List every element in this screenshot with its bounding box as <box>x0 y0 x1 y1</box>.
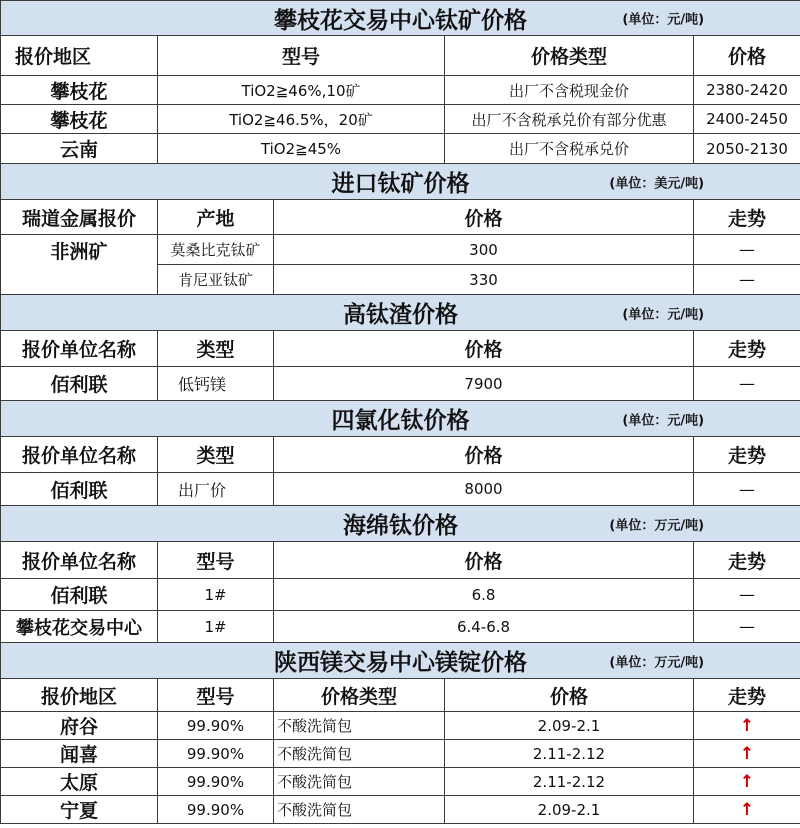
section-high-titanium-slag-title <box>1 295 800 331</box>
col-header-region: 报价地区 <box>1 679 158 712</box>
section-title: 高钛渣价格 <box>343 302 459 328</box>
region-cell: 府谷 <box>1 712 158 740</box>
section-title: 进口钛矿价格 <box>331 171 470 197</box>
col-header-company: 报价单位名称 <box>1 437 158 473</box>
table-row <box>1 611 800 643</box>
trend-cell: — <box>694 265 800 295</box>
section-imported-ilmenite-title <box>1 164 800 200</box>
col-header-quoter: 瑞道金属报价 <box>1 200 158 235</box>
col-header-origin: 产地 <box>158 200 274 235</box>
col-header-price: 价格 <box>274 542 694 579</box>
table-row <box>1 76 800 105</box>
section-title: 陕西镁交易中心镁锭价格 <box>274 650 528 676</box>
company-cell: 攀枝花交易中心 <box>1 611 158 643</box>
price-cell: 2.11-2.12 <box>445 740 694 768</box>
table-row <box>1 579 800 611</box>
trend-cell: — <box>694 367 800 401</box>
price-type-cell: 出厂不含税承兑价有部分优惠 <box>445 105 694 134</box>
unit-label: (单位：元/吨) <box>622 307 705 322</box>
section-title: 四氯化钛价格 <box>331 408 470 434</box>
trend-cell: — <box>694 611 800 643</box>
group-cell: 非洲矿 <box>1 235 158 295</box>
table-row <box>1 105 800 134</box>
type-cell: 低钙镁 <box>158 367 274 401</box>
region-cell: 闻喜 <box>1 740 158 768</box>
col-header-price-type: 价格类型 <box>274 679 445 712</box>
price-cell: 2400-2450 <box>694 105 800 134</box>
origin-cell: 肯尼亚钛矿 <box>158 265 274 295</box>
table-row <box>1 712 800 740</box>
model-cell: TiO2≧46.5%，20矿 <box>158 105 445 134</box>
trend-up-arrow-icon: ↑ <box>694 712 800 740</box>
col-header-type: 类型 <box>158 331 274 367</box>
table-row <box>1 367 800 401</box>
header-row <box>1 542 800 579</box>
company-cell: 佰利联 <box>1 473 158 506</box>
col-header-price: 价格 <box>445 679 694 712</box>
section-panzhihua-ilmenite-title <box>1 1 800 36</box>
price-type-cell: 出厂不含税现金价 <box>445 76 694 105</box>
col-header-trend: 走势 <box>694 200 800 235</box>
price-cell: 2.11-2.12 <box>445 768 694 796</box>
unit-label: (单位：万元/吨) <box>609 518 705 533</box>
table-row <box>1 473 800 506</box>
unit-label: (单位：美元/吨) <box>609 176 705 191</box>
model-cell: 99.90% <box>158 768 274 796</box>
section-title: 攀枝花交易中心钛矿价格 <box>274 7 528 34</box>
header-row <box>1 36 800 76</box>
trend-up-arrow-icon: ↑ <box>694 796 800 824</box>
model-cell: TiO2≧45% <box>158 134 445 164</box>
price-type-cell: 不酸洗简包 <box>274 768 445 796</box>
price-cell: 330 <box>274 265 694 295</box>
col-header-region: 报价地区 <box>1 36 158 76</box>
col-header-trend: 走势 <box>694 437 800 473</box>
col-header-model: 型号 <box>158 679 274 712</box>
region-cell: 攀枝花 <box>1 76 158 105</box>
trend-cell: — <box>694 235 800 265</box>
trend-cell: — <box>694 473 800 506</box>
origin-cell: 莫桑比克钛矿 <box>158 235 274 265</box>
header-row <box>1 200 800 235</box>
price-cell: 300 <box>274 235 694 265</box>
col-header-model: 型号 <box>158 542 274 579</box>
price-cell: 6.4-6.8 <box>274 611 694 643</box>
header-row <box>1 331 800 367</box>
col-header-price: 价格 <box>694 36 800 76</box>
price-type-cell: 出厂不含税承兑价 <box>445 134 694 164</box>
price-cell: 8000 <box>274 473 694 506</box>
table-row <box>1 768 800 796</box>
model-cell: 1# <box>158 611 274 643</box>
trend-cell: — <box>694 579 800 611</box>
unit-label: (单位：元/吨) <box>622 12 705 28</box>
table-row <box>1 740 800 768</box>
col-header-price: 价格 <box>274 437 694 473</box>
price-cell: 2.09-2.1 <box>445 796 694 824</box>
model-cell: 99.90% <box>158 796 274 824</box>
col-header-price: 价格 <box>274 200 694 235</box>
region-cell: 太原 <box>1 768 158 796</box>
price-cell: 2.09-2.1 <box>445 712 694 740</box>
region-cell: 云南 <box>1 134 158 164</box>
col-header-trend: 走势 <box>694 679 800 712</box>
col-header-type: 类型 <box>158 437 274 473</box>
model-cell: TiO2≧46%,10矿 <box>158 76 445 105</box>
section-sponge-titanium-title <box>1 506 800 542</box>
region-cell: 宁夏 <box>1 796 158 824</box>
price-cell: 2050-2130 <box>694 134 800 164</box>
price-type-cell: 不酸洗简包 <box>274 740 445 768</box>
col-header-company: 报价单位名称 <box>1 542 158 579</box>
col-header-trend: 走势 <box>694 542 800 579</box>
price-type-cell: 不酸洗简包 <box>274 712 445 740</box>
price-cell: 6.8 <box>274 579 694 611</box>
section-shaanxi-magnesium-title <box>1 643 800 679</box>
table-row <box>1 235 800 265</box>
section-titanium-tetrachloride-title <box>1 401 800 437</box>
header-row <box>1 679 800 712</box>
table-row <box>1 134 800 164</box>
type-cell: 出厂价 <box>158 473 274 506</box>
unit-label: (单位：元/吨) <box>622 413 705 428</box>
price-cell: 7900 <box>274 367 694 401</box>
trend-up-arrow-icon: ↑ <box>694 768 800 796</box>
section-title: 海绵钛价格 <box>343 513 459 539</box>
company-cell: 佰利联 <box>1 579 158 611</box>
table-row <box>1 796 800 824</box>
price-cell: 2380-2420 <box>694 76 800 105</box>
price-type-cell: 不酸洗简包 <box>274 796 445 824</box>
col-header-price: 价格 <box>274 331 694 367</box>
col-header-trend: 走势 <box>694 331 800 367</box>
model-cell: 99.90% <box>158 712 274 740</box>
company-cell: 佰利联 <box>1 367 158 401</box>
model-cell: 99.90% <box>158 740 274 768</box>
unit-label: (单位：万元/吨) <box>609 655 705 670</box>
header-row <box>1 437 800 473</box>
col-header-company: 报价单位名称 <box>1 331 158 367</box>
model-cell: 1# <box>158 579 274 611</box>
trend-up-arrow-icon: ↑ <box>694 740 800 768</box>
region-cell: 攀枝花 <box>1 105 158 134</box>
col-header-model: 型号 <box>158 36 445 76</box>
col-header-price-type: 价格类型 <box>445 36 694 76</box>
